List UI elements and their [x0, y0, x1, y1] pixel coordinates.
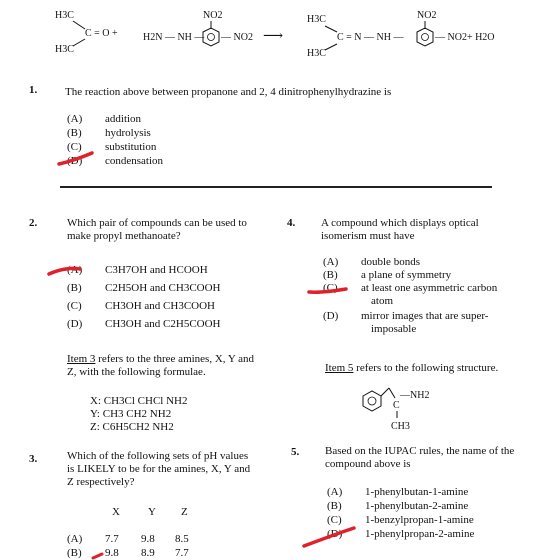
eq-imine: C = N — NH — [337, 32, 404, 43]
q4-text: A compound which displays optical isomerism must have [321, 217, 479, 242]
q5-option-c[interactable]: (C) 1-benzylpropan-1-amine [327, 514, 474, 526]
reaction-equation [55, 4, 515, 62]
q4-number: 4. [287, 217, 296, 229]
q3-header-x: X [112, 506, 120, 518]
eq-no2-top-right: NO2 [417, 10, 437, 21]
q3-number: 3. [29, 453, 38, 465]
q5-option-b[interactable]: (B) 1-phenylbutan-2-amine [327, 500, 469, 512]
q4-option-c[interactable]: (C) at least one asymmetric carbon [323, 282, 498, 294]
benzene-ring-left [203, 28, 219, 46]
q2-number: 2. [29, 217, 38, 229]
q4-option-b[interactable]: (B) a plane of symmetry [323, 269, 452, 281]
item3-stem: Item 3 refers to the three amines, X, Y and Z, with the following formulae. [67, 353, 255, 378]
pen-mark-q1 [56, 150, 96, 168]
eq-right-top: H3C [307, 14, 326, 25]
q4-option-d-cont: imposable [371, 323, 417, 335]
eq-left-top: H3C [55, 10, 74, 21]
eq-no2-top-left: NO2 [203, 10, 223, 21]
q1-text: The reaction above between propanone and 2, 4 dinitrophenylhydrazine is [65, 86, 392, 98]
q2-option-a[interactable]: (A) C3H7OH and HCOOH [67, 264, 208, 276]
q1-option-b[interactable]: (B) hydrolysis [67, 127, 151, 139]
pen-mark-q5 [300, 524, 360, 552]
q4-option-c-cont: atom [371, 295, 393, 307]
item5-lead: Item 5 [325, 362, 354, 374]
formula-y: Y: CH3 CH2 NH2 [90, 408, 172, 420]
q2-options [67, 261, 221, 333]
eq-carbonyl: C = O + [85, 28, 118, 39]
q5-option-a[interactable]: (A) 1-phenylbutan-1-amine [327, 486, 469, 498]
q3-option-b[interactable]: (B) 9.8 8.9 7.7 [67, 547, 189, 559]
eq-hydrazine: H2N — NH — [143, 32, 205, 43]
eq-no2-right-left: — NO2 [221, 32, 253, 43]
q4-options [323, 256, 533, 336]
q2-option-b[interactable]: (B) C2H5OH and CH3COOH [67, 282, 221, 294]
q3-options [67, 532, 189, 560]
eq-no2-right-right: — NO2+ H2O [435, 32, 495, 43]
q1-option-c[interactable]: (C) substitution [67, 141, 157, 153]
item5-stem: Item 5 refers to the following structure. [325, 362, 499, 374]
pen-mark-q3 [90, 550, 110, 560]
eq-left-bottom: H3C [55, 44, 74, 55]
q3-text: Which of the following sets of pH values is LIKELY to be for the amines, X, Y and Z respectively? [67, 450, 251, 488]
q4-option-a[interactable]: (A) double bonds [323, 256, 420, 268]
formula-x: X: CH3Cl CHCl NH2 [90, 395, 188, 407]
q2-text: Which pair of compounds can be used to make propyl methanoate? [67, 217, 247, 242]
q5-option-d[interactable]: (D) 1-phenylpropan-2-amine [327, 528, 475, 540]
q5-text: Based on the IUPAC rules, the name of the compound above is [325, 445, 515, 470]
q3-option-a[interactable]: (A) 7.7 9.8 8.5 [67, 533, 189, 545]
item3-lead: Item 3 [67, 353, 96, 365]
q3-header-z: Z [181, 506, 188, 518]
eq-right-bottom: H3C [307, 48, 326, 59]
formula-z: Z: C6H5CH2 NH2 [90, 421, 174, 433]
q2-option-d[interactable]: (D) CH3OH and C2H5COOH [67, 318, 221, 330]
q2-option-c[interactable]: (C) CH3OH and CH3COOH [67, 300, 215, 312]
q1-number: 1. [29, 84, 38, 96]
q5-number: 5. [291, 446, 300, 458]
pen-mark-q2 [46, 260, 86, 280]
q3-header-y: Y [148, 506, 156, 518]
item5-structure [358, 378, 478, 436]
q4-option-d[interactable]: (D) mirror images that are super- [323, 310, 489, 322]
benzene-ring-right [417, 28, 433, 46]
pen-mark-q4 [306, 284, 350, 298]
item3-formulae [90, 395, 188, 434]
eq-arrow: ⟶ [263, 29, 284, 44]
structure-c: C [393, 400, 400, 411]
structure-ch3: CH3 [391, 421, 410, 432]
section-divider [60, 186, 492, 188]
structure-nh2: —NH2 [400, 390, 430, 401]
q1-option-d[interactable]: (D) condensation [67, 155, 164, 167]
q1-option-a[interactable]: (A) addition [67, 113, 142, 125]
